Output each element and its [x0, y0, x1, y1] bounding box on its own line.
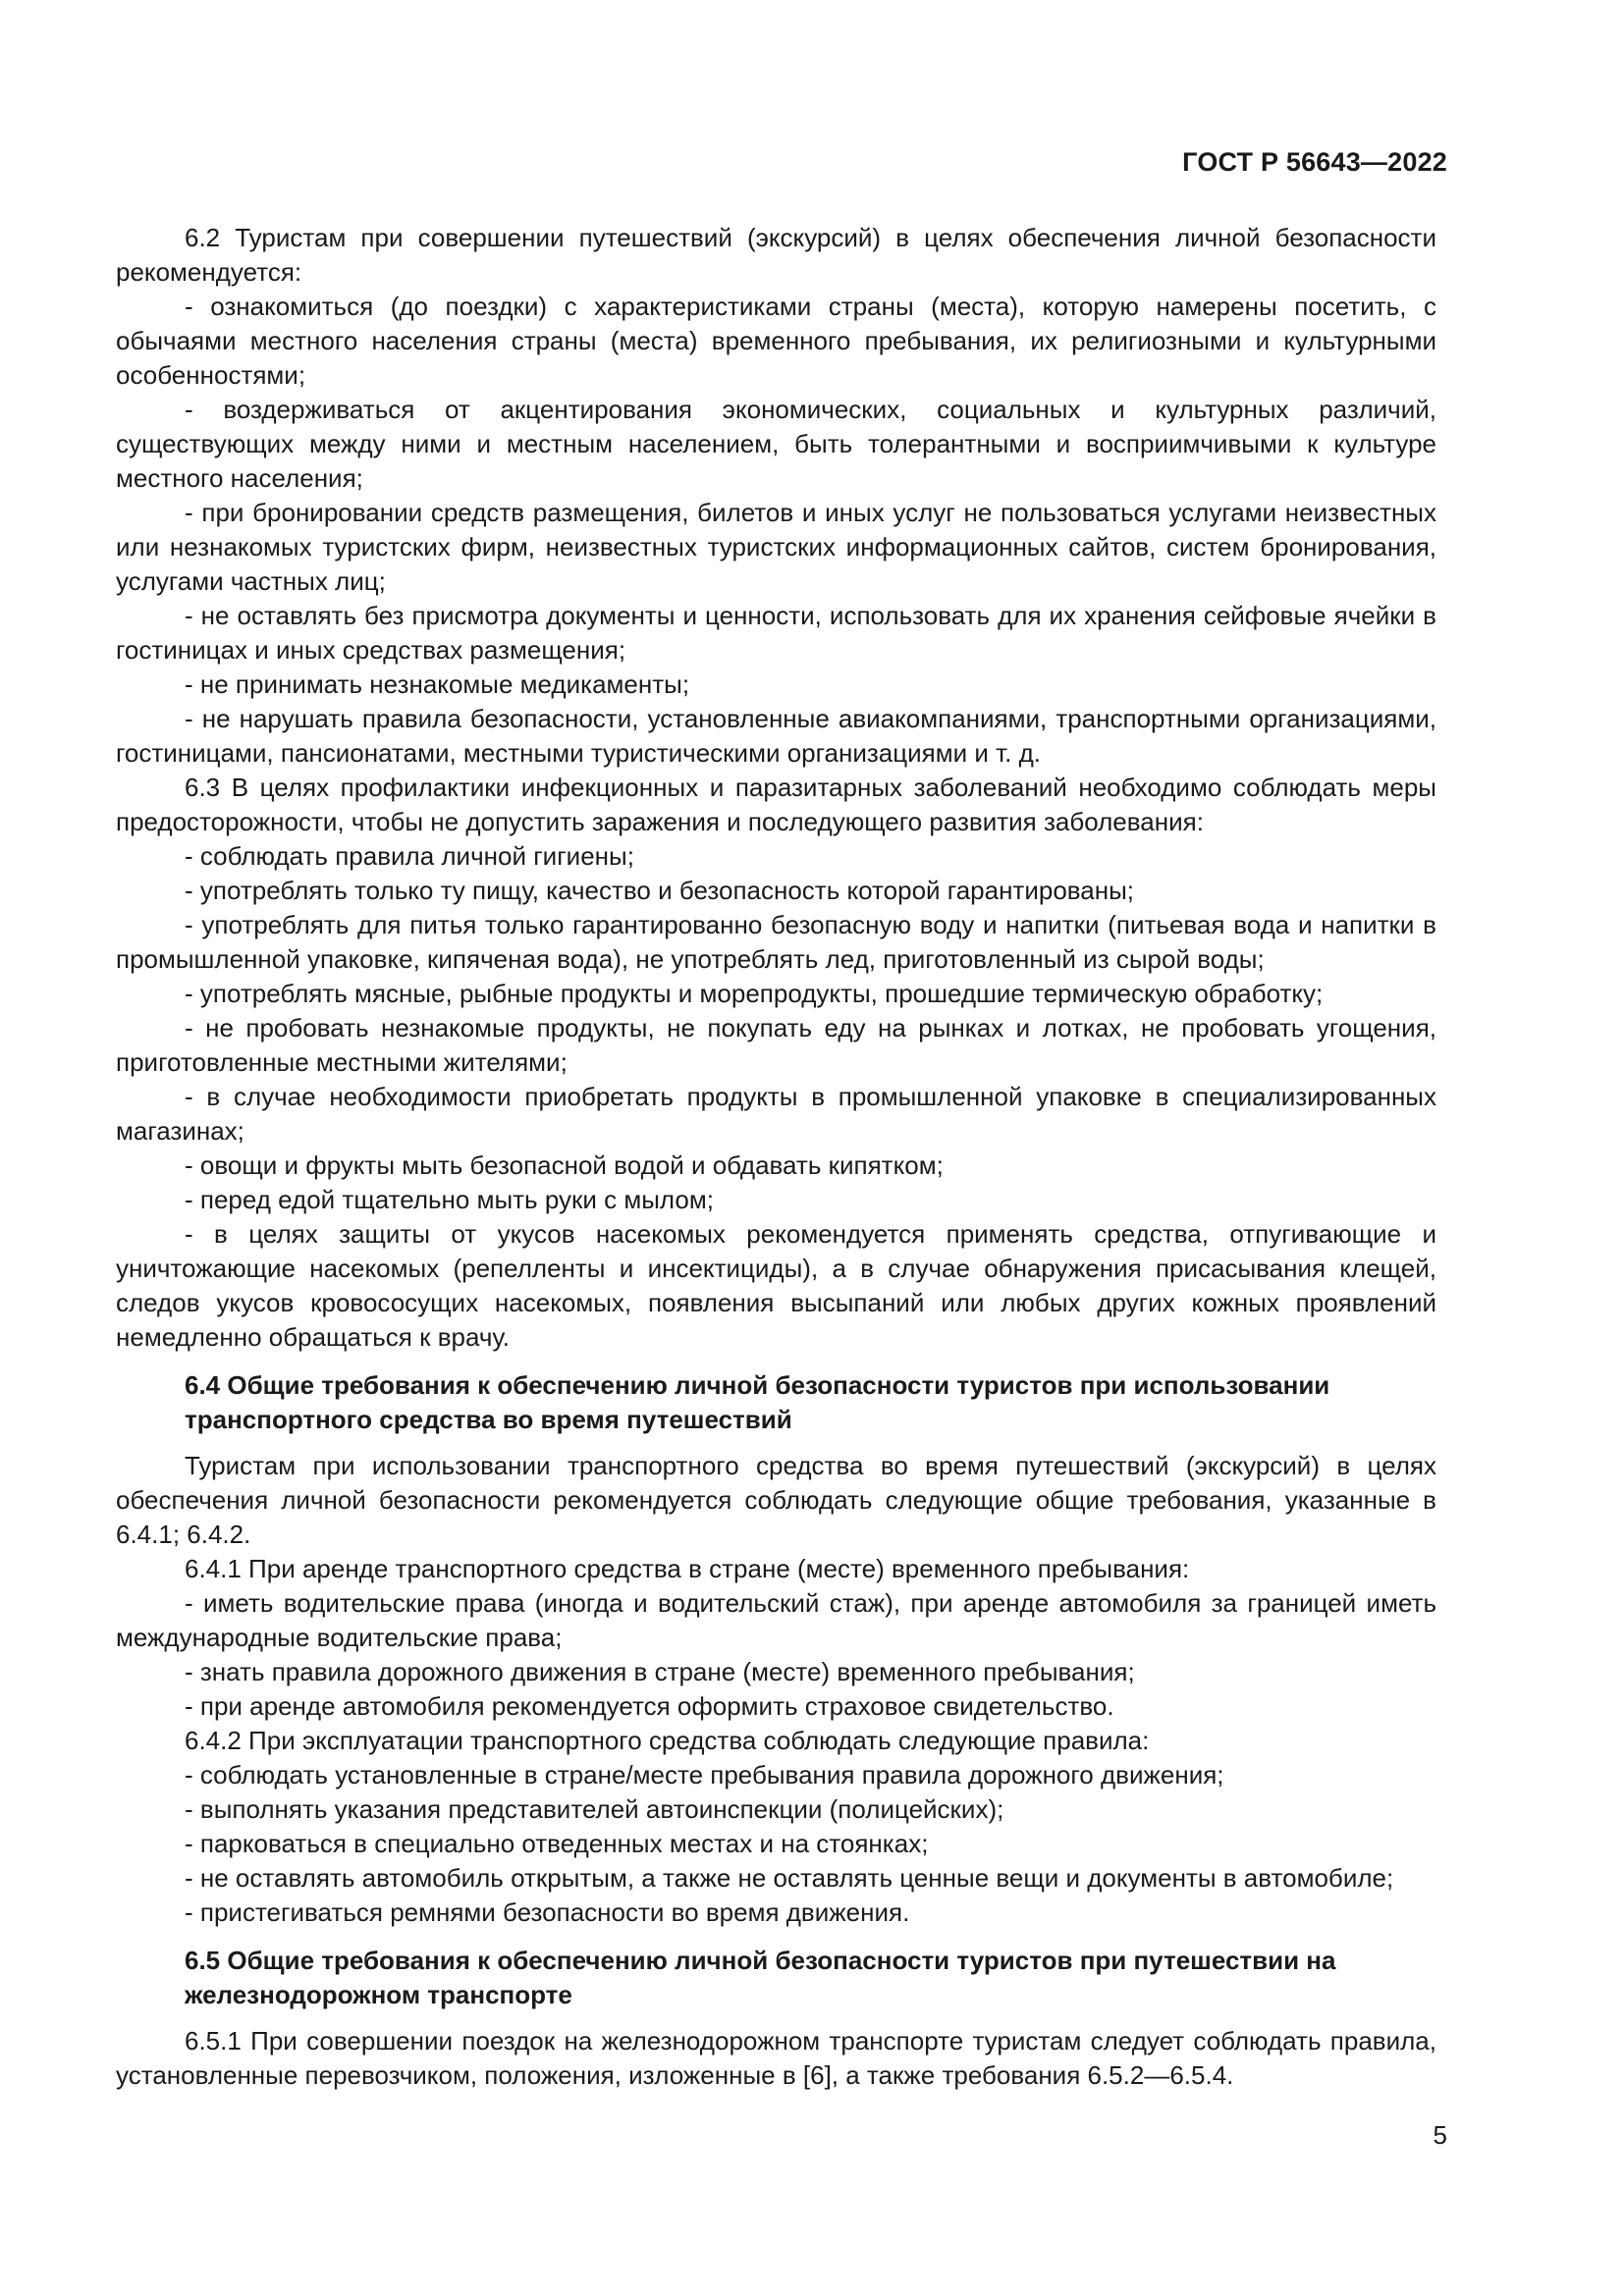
body-paragraph: - употреблять для питья только гарантированно безопасную воду и напитки (питьевая вода и напитки в промышленной упаковке, кипяченая вода), не употреблять лед, приготовленный из сырой воды; — [116, 910, 1436, 974]
body-paragraph: - соблюдать установленные в стране/месте пребывания правила дорожного движения; — [185, 1760, 1224, 1789]
document-body — [116, 221, 1436, 2093]
body-paragraph: - знать правила дорожного движения в стране (месте) временного пребывания; — [185, 1657, 1135, 1686]
section-heading: 6.4 Общие требования к обеспечению личной безопасности туристов при использовании транспортного средства во время путешествий — [185, 1370, 1330, 1434]
body-paragraph: Туристам при использовании транспортного средства во время путешествий (экскурсий) в целях обеспечения личной безопасности рекомендуется соблюдать следующие общие требования, указанные в 6.4.1; 6.4.2. — [116, 1451, 1436, 1549]
body-paragraph: - пристегиваться ремнями безопасности во время движения. — [185, 1897, 910, 1927]
body-paragraph: - не оставлять автомобиль открытым, а также не оставлять ценные вещи и документы в автомобиле; — [185, 1863, 1394, 1893]
body-paragraph: - соблюдать правила личной гигиены; — [185, 841, 634, 871]
body-paragraph: 6.4.2 При эксплуатации транспортного средства соблюдать следующие правила: — [185, 1726, 1150, 1755]
body-paragraph: - парковаться в специально отведенных местах и на стоянках; — [185, 1829, 929, 1858]
page-number: 5 — [1433, 2120, 1447, 2150]
body-paragraph: - употреблять мясные, рыбные продукты и морепродукты, прошедшие термическую обработку; — [185, 979, 1324, 1008]
body-paragraph: 6.5.1 При совершении поездок на железнодорожном транспорте туристам следует соблюдать правила, установленные перевозчиком, положения, изложенные в [6], а также требования 6.5.2—6.5.4. — [116, 2026, 1436, 2090]
body-paragraph: - не принимать незнакомые медикаменты; — [185, 669, 690, 699]
body-paragraph: - при бронировании средств размещения, билетов и иных услуг не пользоваться услугами неизвестных или незнакомых туристских фирм, неизвестных туристских информационных сайтов, систем бронирования, услугами частных лиц; — [116, 498, 1436, 596]
body-paragraph: 6.4.1 При аренде транспортного средства в стране (месте) временного пребывания: — [185, 1554, 1190, 1583]
body-paragraph: - употреблять только ту пищу, качество и безопасность которой гарантированы; — [185, 876, 1135, 905]
body-paragraph: - иметь водительские права (иногда и водительский стаж), при аренде автомобиля за границей иметь международные водительские права; — [116, 1588, 1436, 1652]
body-paragraph: 6.2 Туристам при совершении путешествий (экскурсий) в целях обеспечения личной безопасности рекомендуется: — [116, 223, 1436, 287]
body-paragraph: - не оставлять без присмотра документы и ценности, использовать для их хранения сейфовые ячейки в гостиницах и иных средствах размещения; — [116, 601, 1436, 665]
body-paragraph: - не нарушать правила безопасности, установленные авиакомпаниями, транспортными организациями, гостиницами, пансионатами, местными туристическими организациями и т. д. — [116, 704, 1436, 768]
body-paragraph: - в случае необходимости приобретать продукты в промышленной упаковке в специализированных магазинах; — [116, 1082, 1436, 1146]
body-paragraph: 6.3 В целях профилактики инфекционных и паразитарных заболеваний необходимо соблюдать меры предосторожности, чтобы не допустить заражения и последующего развития заболевания: — [116, 773, 1436, 836]
document-header-id: ГОСТ Р 56643—2022 — [1182, 147, 1447, 177]
body-paragraph: - выполнять указания представителей автоинспекции (полицейских); — [185, 1794, 1004, 1824]
section-heading: 6.5 Общие требования к обеспечению личной безопасности туристов при путешествии на железнодорожном транспорте — [185, 1946, 1336, 2009]
body-paragraph: - перед едой тщательно мыть руки с мылом; — [185, 1185, 714, 1214]
body-paragraph: - в целях защиты от укусов насекомых рекомендуется применять средства, отпугивающие и уничтожающие насекомых (репелленты и инсектициды), а в случае обнаружения присасывания клещей, следов укусов кровососущих насекомых, появления высыпаний или любых других кожных проявлений немедленно обращаться к врачу. — [116, 1219, 1436, 1352]
body-paragraph: - воздерживаться от акцентирования экономических, социальных и культурных различий, существующих между ними и местным населением, быть толерантными и восприимчивыми к культуре местного населения; — [116, 395, 1436, 493]
body-paragraph: - овощи и фрукты мыть безопасной водой и обдавать кипятком; — [185, 1150, 944, 1180]
body-paragraph: - ознакомиться (до поездки) с характеристиками страны (места), которую намерены посетить, с обычаями местного населения страны (места) временного пребывания, их религиозными и культурными особенностями; — [116, 292, 1436, 390]
body-paragraph: - не пробовать незнакомые продукты, не покупать еду на рынках и лотках, не пробовать угощения, приготовленные местными жителями; — [116, 1013, 1436, 1077]
body-paragraph: - при аренде автомобиля рекомендуется оформить страховое свидетельство. — [185, 1691, 1114, 1721]
